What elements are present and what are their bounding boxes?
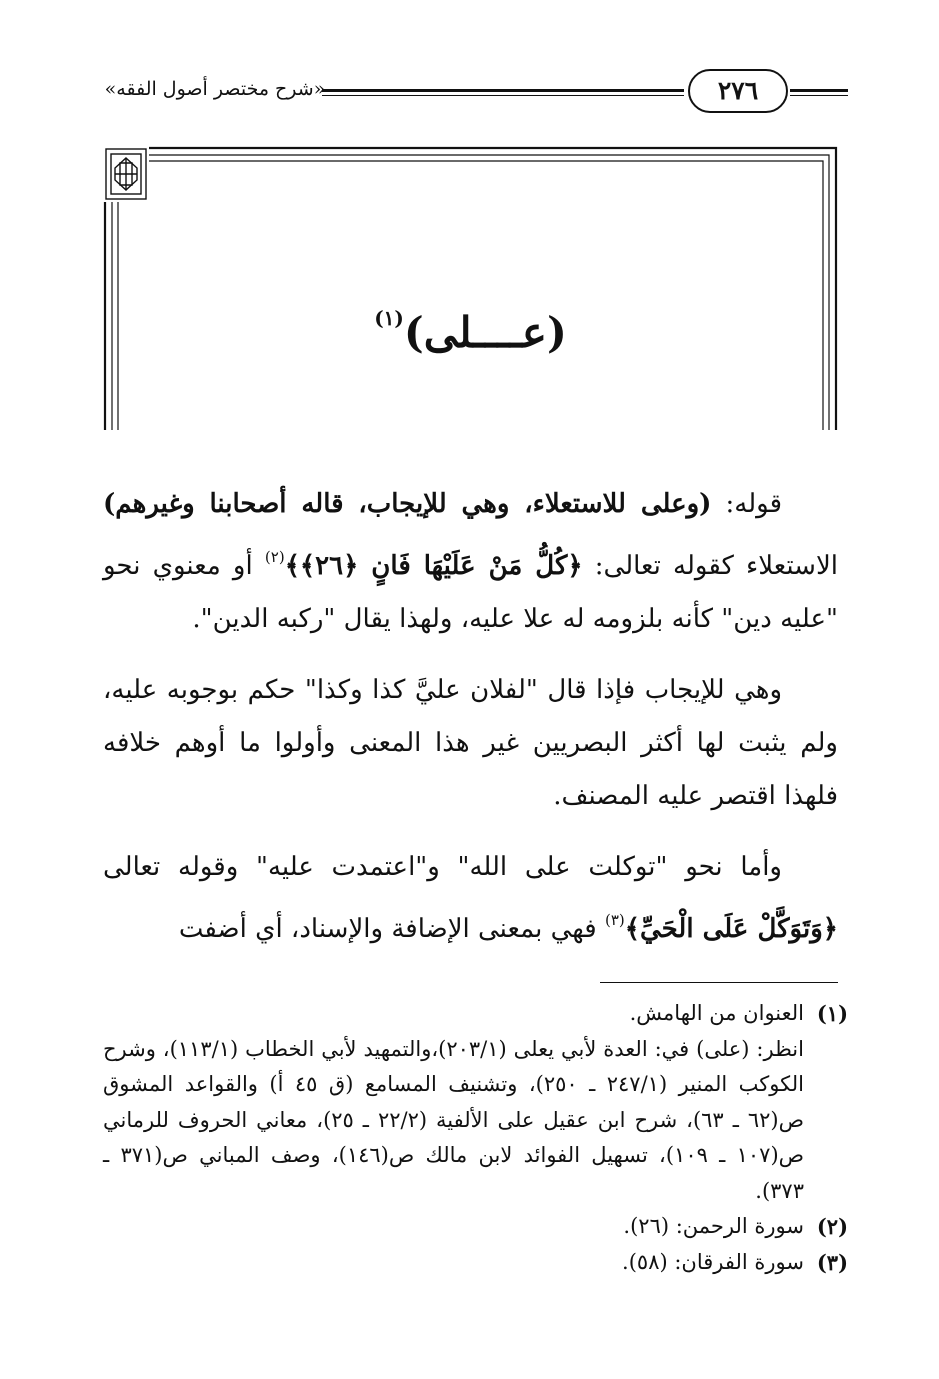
footnote-2-number: (٢) — [816, 1214, 848, 1239]
paragraph-2: وهي للإيجاب فإذا قال "لفلان عليَّ كذا وكذا" حكم بوجوبه عليه، ولم يثبت لها أكثر البصريين غير هذا المعنى وأولوا ما أوهم خلافه فلهذا اقتصر عليه المصنف. — [103, 675, 838, 811]
header-rule-right — [790, 89, 848, 96]
p1-text2: أو معنوي نحو "عليه دين" كأنه بلزومه له علا عليه، ولهذا يقال "ركبه الدين". — [103, 551, 838, 634]
running-header-title: «شرح مختصر أصول الفقه» — [104, 78, 326, 100]
paragraph-1 — [103, 478, 838, 646]
footnote-1-number: (١) — [816, 1001, 848, 1026]
p1-bold-quote: (وعلى للاستعلاء، وهي للإيجاب، قاله أصحابنا وغيرهم) — [103, 489, 712, 519]
chapter-footnote-ref: (١) — [374, 306, 404, 330]
footnote-separator — [600, 982, 838, 983]
chapter-title — [103, 306, 838, 357]
frame-border — [103, 146, 838, 430]
p1-intro: قوله: — [711, 489, 782, 519]
p1-quran-verse: ﴿كُلُّ مَنْ عَلَيْهَا فَانٍ ﴿٢٦﴾﴾ — [284, 551, 583, 581]
header-rule-left — [322, 89, 684, 96]
p3-text1: وأما نحو "توكلت على الله" و"اعتمدت عليه" وقوله تعالى — [103, 852, 782, 882]
p1-text1: الاستعلاء كقوله تعالى: — [582, 551, 839, 581]
p3-text2: فهي بمعنى الإضافة والإسناد، أي أضفت — [178, 914, 605, 944]
footnote-3-number: (٣) — [816, 1249, 848, 1275]
frame-ornament-icon — [103, 146, 149, 202]
chapter-title-text: (عــــلى) — [403, 308, 567, 357]
p3-footnote-ref: (٣) — [604, 911, 625, 929]
footnote-1 — [103, 996, 848, 1209]
p1-footnote-ref: (٢) — [264, 548, 285, 566]
body-text — [103, 478, 838, 974]
footnote-1-line-1: العنوان من الهامش. — [629, 1001, 804, 1025]
paragraph-3 — [103, 841, 838, 956]
footnote-1-line-2: انظر: (على) في: العدة لأبي يعلى (٢٠٣/١)،والتمهيد لأبي الخطاب (١١٣/١)، وشرح الكوكب المنير (٢٤٧/١ ـ ٢٥٠)، وتشنيف المسامع (ق ٤٥ أ) والقواعد المشوق ص(٦٢ ـ ٦٣)، شرح ابن عقيل على الألفية (٢٢/٢ ـ ٢٥)، معاني الحروف للرماني ص(١٠٧ ـ ١٠٩)، تسهيل الفوائد لابن مالك ص(١٤٦)، وصف المباني ص(٣٧١ ـ ٣٧٣). — [103, 1036, 805, 1203]
chapter-frame — [103, 146, 838, 430]
page-number: ٢٧٦ — [688, 69, 788, 113]
footnote-2-line-1: سورة الرحمن: (٢٦). — [623, 1214, 804, 1238]
footnotes — [103, 996, 848, 1280]
p3-quran-verse: ﴿وَتَوَكَّلْ عَلَى الْحَيِّ﴾ — [624, 914, 838, 944]
footnote-3-line-1: سورة الفرقان: (٥٨). — [622, 1249, 804, 1274]
footnote-2 — [103, 1209, 848, 1245]
footnote-3 — [103, 1245, 848, 1281]
